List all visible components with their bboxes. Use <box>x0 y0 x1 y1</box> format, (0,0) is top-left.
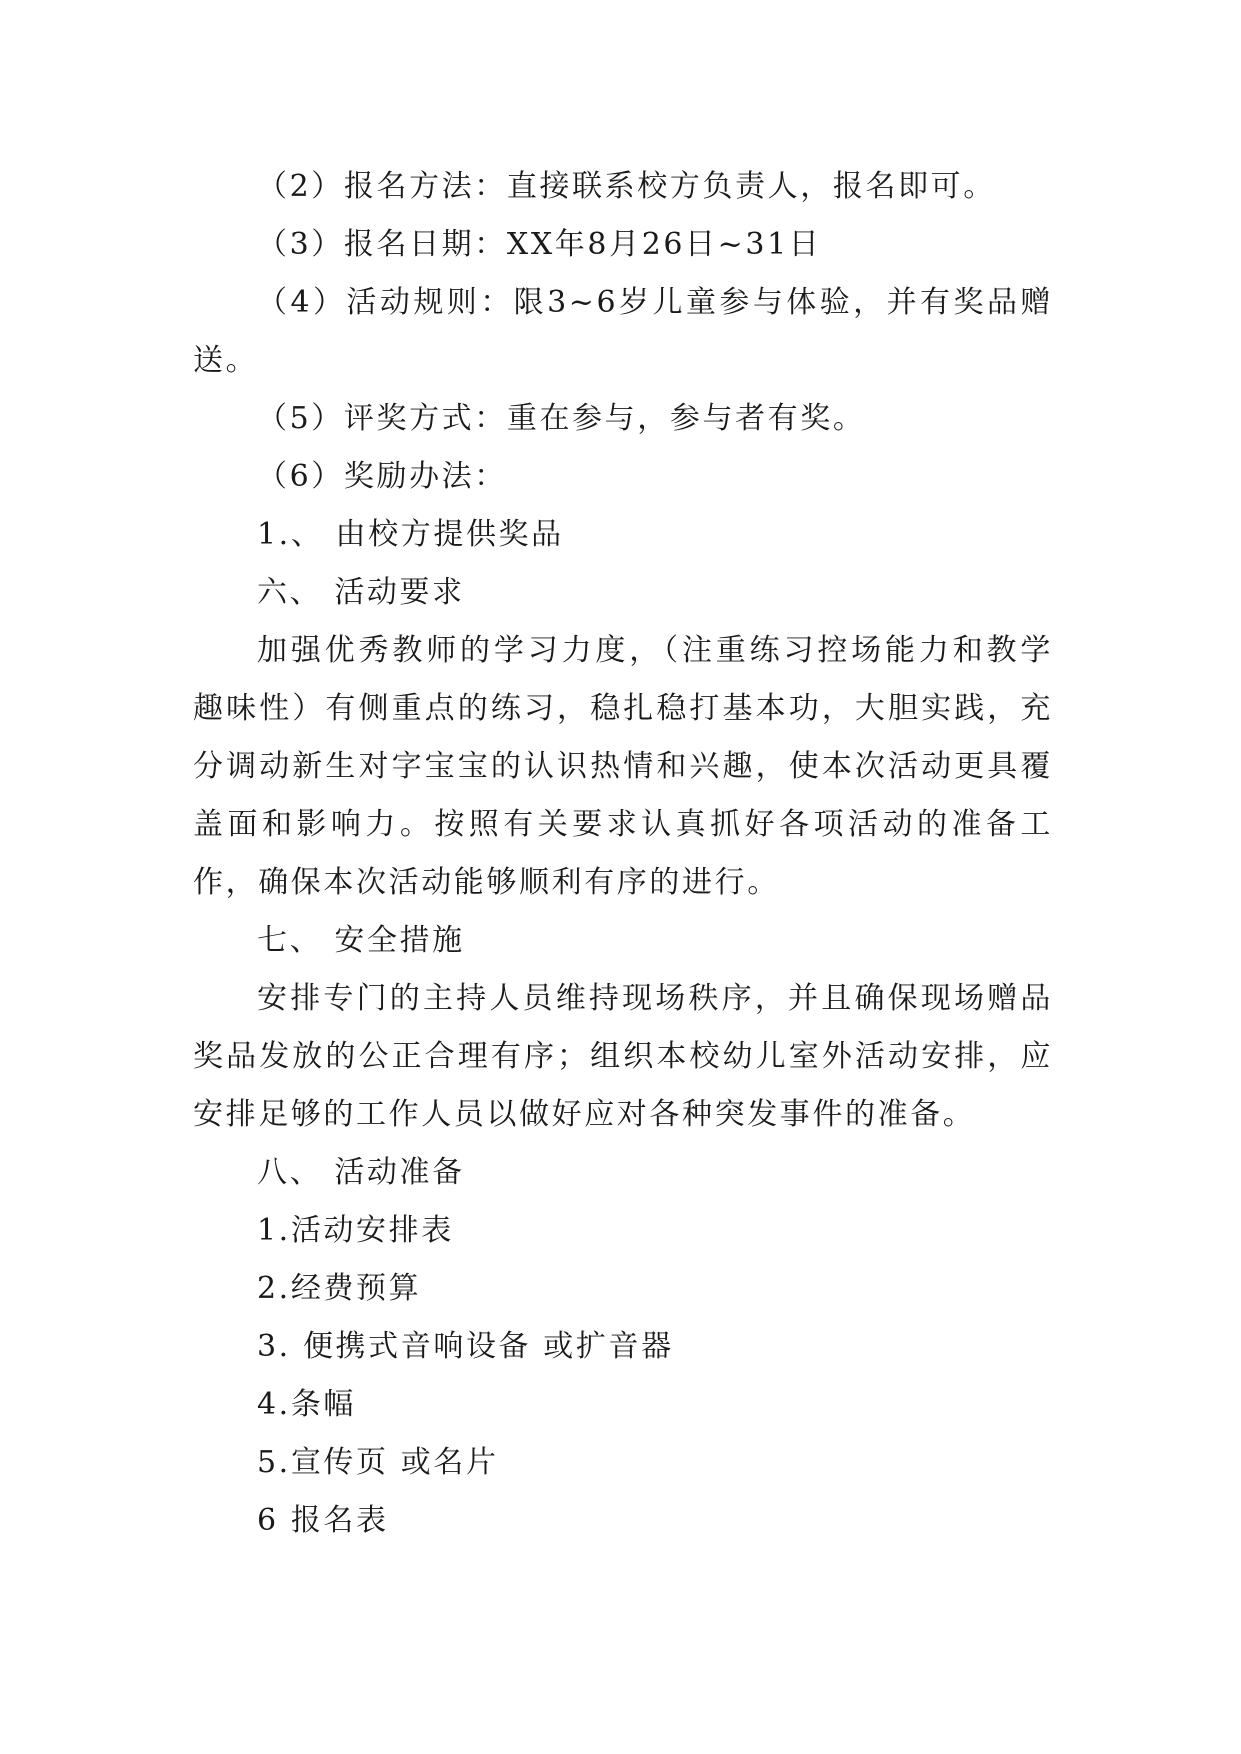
section-heading-safety-measures: 七、 安全措施 <box>257 923 465 958</box>
paragraph-prize-provider: 1.、 由校方提供奖品 <box>257 517 564 552</box>
section-heading-activity-preparation: 八、 活动准备 <box>257 1155 465 1190</box>
document-body <box>193 158 1053 1550</box>
list-item-registration-form: 6 报名表 <box>257 1503 389 1538</box>
list-item-budget: 2.经费预算 <box>257 1271 422 1306</box>
list-item-banner: 4.条幅 <box>257 1387 357 1422</box>
paragraph-award-method: （5）评奖方式：重在参与，参与者有奖。 <box>257 401 866 436</box>
paragraph-activity-rules: （4）活动规则：限3~6岁儿童参与体验，并有奖品赠送。 <box>193 285 1053 378</box>
paragraph-reward-measures: （6）奖励办法： <box>257 459 507 494</box>
list-item-schedule: 1.活动安排表 <box>257 1213 454 1248</box>
paragraph-safety-body: 安排专门的主持人员维持现场秩序，并且确保现场赠品奖品发放的公正合理有序；组织本校幼儿室外活动安排，应安排足够的工作人员以做好应对各种突发事件的准备。 <box>193 981 1053 1132</box>
list-item-audio-equipment: 3. 便携式音响设备 或扩音器 <box>257 1329 674 1364</box>
paragraph-requirements-body: 加强优秀教师的学习力度，（注重练习控场能力和教学趣味性）有侧重点的练习，稳扎稳打基本功，大胆实践，充分调动新生对字宝宝的认识热情和兴趣，使本次活动更具覆盖面和影响力。按照有关要求认真抓好各项活动的准备工作，确保本次活动能够顺利有序的进行。 <box>193 633 1053 900</box>
section-heading-activity-requirements: 六、 活动要求 <box>257 575 465 610</box>
paragraph-registration-date: （3）报名日期：XX年8月26日~31日 <box>257 227 822 262</box>
list-item-flyer: 5.宣传页 或名片 <box>257 1445 499 1480</box>
paragraph-registration-method: （2）报名方法：直接联系校方负责人，报名即可。 <box>257 169 996 204</box>
